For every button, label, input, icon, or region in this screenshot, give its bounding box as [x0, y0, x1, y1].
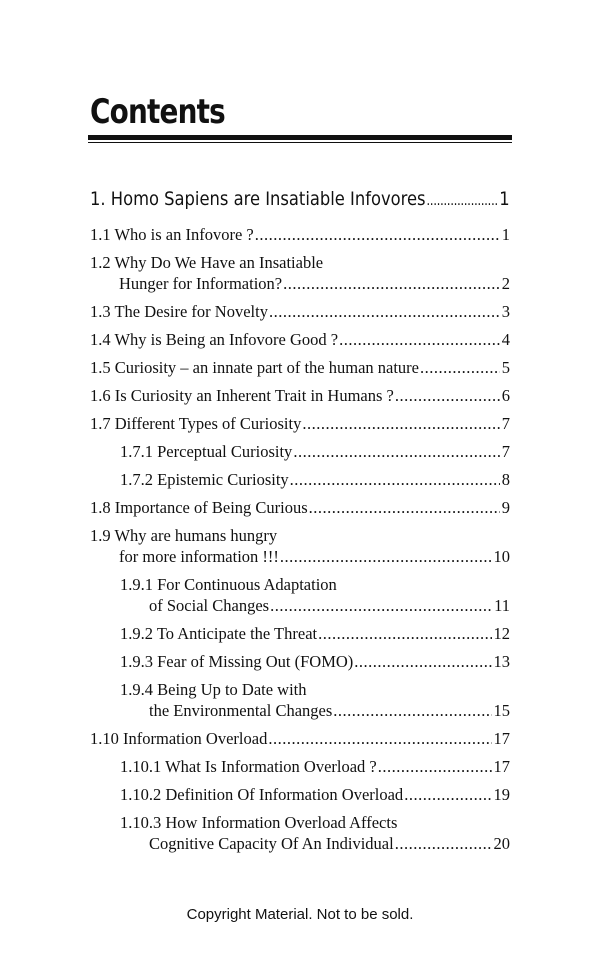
dot-leader [318, 623, 491, 644]
dot-leader [269, 301, 500, 322]
dot-leader [354, 651, 491, 672]
toc-entry[interactable] [90, 357, 510, 378]
toc-entry-text: 1.7.2 Epistemic Curiosity [120, 470, 289, 489]
toc-page-number: 7 [501, 414, 510, 433]
toc-entry[interactable] [90, 224, 510, 245]
toc-entry[interactable] [90, 679, 510, 721]
toc-entry[interactable] [90, 574, 510, 616]
toc-entry[interactable] [90, 469, 510, 490]
toc-entry-text: 1.1 Who is an Infovore ? [90, 225, 254, 244]
toc-page-number: 6 [501, 386, 510, 405]
dot-leader [270, 595, 492, 616]
toc-entry-text: 1.7.1 Perceptual Curiosity [120, 442, 293, 461]
chapter-page-number: 1 [499, 188, 510, 210]
dot-leader [395, 833, 492, 854]
toc-entry-text: 1.9.3 Fear of Missing Out (FOMO) [120, 652, 354, 671]
toc-entry-text: 1.8 Importance of Being Curious [90, 498, 308, 517]
toc-entry-text: 1.9 Why are humans hungry [90, 526, 278, 545]
toc-entry[interactable] [90, 623, 510, 644]
toc-entry-text: 1.9.2 To Anticipate the Threat [120, 624, 318, 643]
toc-entry-text: 1.3 The Desire for Novelty [90, 302, 268, 321]
title-rule-thin [88, 142, 512, 143]
dot-leader [293, 441, 499, 462]
toc-page-number: 4 [501, 330, 510, 349]
toc-entry-text: 1.9.4 Being Up to Date with [120, 680, 307, 699]
toc-page-number: 8 [501, 470, 510, 489]
dot-leader [395, 385, 500, 406]
toc-entry[interactable] [90, 497, 510, 518]
dot-leader [404, 784, 491, 805]
dot-leader [290, 469, 500, 490]
toc-entry[interactable] [90, 525, 510, 567]
toc-entry[interactable] [90, 413, 510, 434]
dot-leader [302, 413, 499, 434]
toc-entry[interactable] [90, 728, 510, 749]
toc-entry-text: 1.10.1 What Is Information Overload ? [120, 757, 377, 776]
dot-leader [333, 700, 491, 721]
toc-chapter-entry[interactable] [90, 186, 510, 224]
toc-entry-text: 1.7 Different Types of Curiosity [90, 414, 302, 433]
toc-entry[interactable] [90, 812, 510, 854]
toc-entry-text: 1.10.3 How Information Overload Affects [120, 813, 398, 832]
toc-entry-text: of Social Changes [149, 596, 270, 615]
toc-entry[interactable] [90, 301, 510, 322]
toc-entry-text: the Environmental Changes [149, 701, 333, 720]
toc-entry-text: for more information !!! [119, 547, 279, 566]
dot-leader [268, 728, 491, 749]
toc-page-number: 13 [493, 652, 510, 671]
toc-entry[interactable] [90, 651, 510, 672]
toc-entry[interactable] [90, 329, 510, 350]
toc-entry[interactable] [90, 441, 510, 462]
chapter-label: 1. Homo Sapiens are Insatiable Infovores [90, 188, 426, 210]
dot-leader [255, 224, 500, 245]
toc-entry-text: 1.10 Information Overload [90, 729, 268, 748]
toc-entry[interactable] [90, 756, 510, 777]
toc-page-number: 5 [501, 358, 510, 377]
copyright-notice: Copyright Material. Not to be sold. [186, 906, 414, 923]
dot-leader [378, 756, 492, 777]
toc-entry-text: 1.10.2 Definition Of Information Overload [120, 785, 404, 804]
toc-entry-text: 1.4 Why is Being an Infovore Good ? [90, 330, 339, 349]
toc-page-number: 11 [494, 596, 510, 615]
toc-entry[interactable] [90, 252, 510, 294]
dot-leader [280, 546, 492, 567]
toc-page-number: 10 [493, 547, 510, 566]
toc-entry[interactable] [90, 385, 510, 406]
toc-page-number: 17 [493, 757, 510, 776]
toc-page-number: 15 [493, 701, 510, 720]
toc-entry-list [90, 224, 510, 854]
toc-entry-text: 1.6 Is Curiosity an Inherent Trait in Humans ? [90, 386, 394, 405]
toc-page-number: 7 [501, 442, 510, 461]
toc-entry[interactable] [90, 784, 510, 805]
dot-leader [283, 273, 500, 294]
dot-leader [339, 329, 500, 350]
toc-page-number: 3 [501, 302, 510, 321]
toc-entry-text: 1.9.1 For Continuous Adaptation [120, 575, 337, 594]
toc-page-number: 9 [501, 498, 510, 517]
dot-leader [426, 186, 497, 214]
title-rule-thick [88, 135, 512, 140]
table-of-contents [90, 186, 510, 861]
dot-leader [309, 497, 500, 518]
toc-entry-text: Cognitive Capacity Of An Individual [149, 834, 394, 853]
toc-page-number: 12 [493, 624, 510, 643]
toc-page-number: 1 [501, 225, 510, 244]
toc-entry-text: 1.2 Why Do We Have an Insatiable [90, 253, 324, 272]
toc-page-number: 19 [493, 785, 510, 804]
toc-entry-text: 1.5 Curiosity – an innate part of the human nature [90, 358, 420, 377]
toc-page-number: 17 [493, 729, 510, 748]
toc-entry-text: Hunger for Information? [119, 274, 283, 293]
toc-page-number: 2 [501, 274, 510, 293]
page-title: Contents [90, 92, 225, 132]
toc-page-number: 20 [493, 834, 510, 853]
dot-leader [420, 357, 500, 378]
